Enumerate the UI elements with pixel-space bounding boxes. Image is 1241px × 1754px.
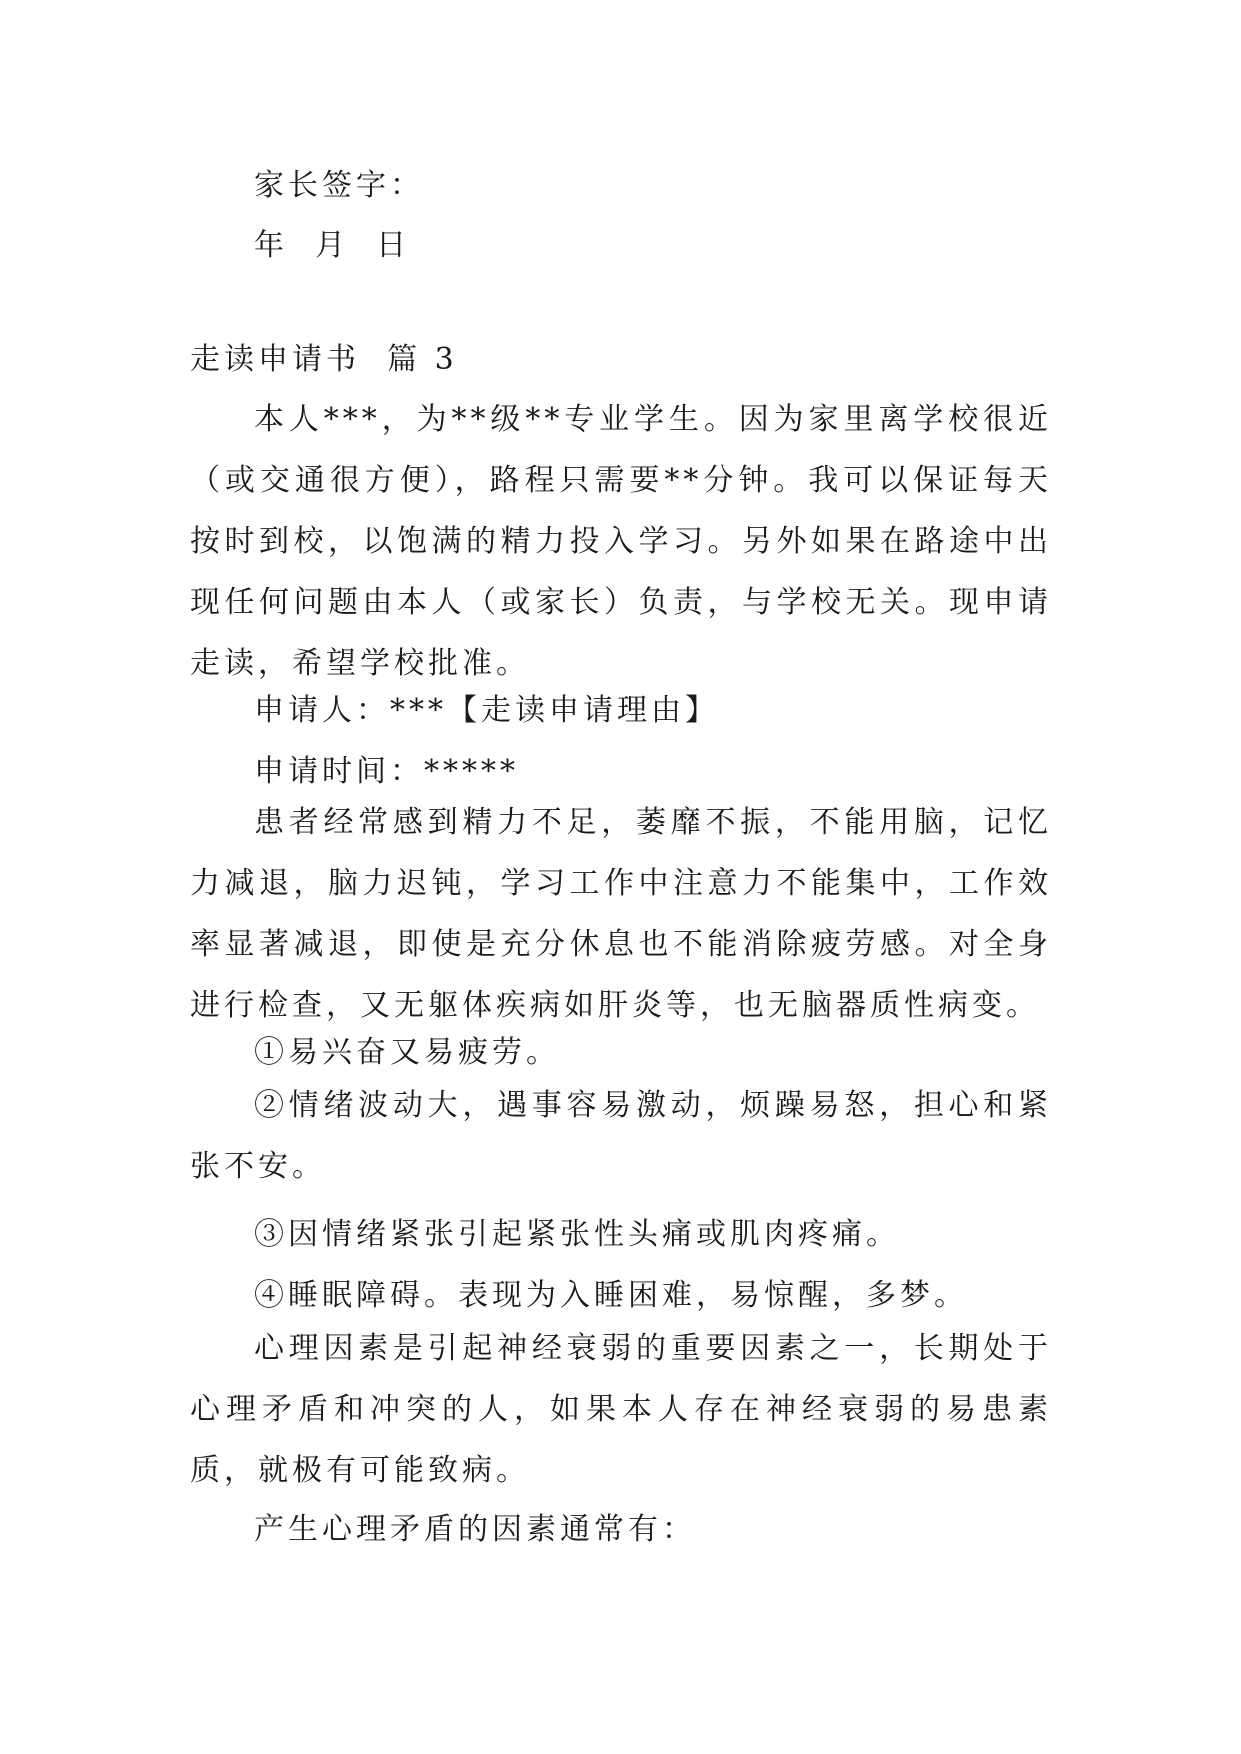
application-time-line: 申请时间：***** [254,754,519,789]
parent-signature-label: 家长签字： [254,168,424,203]
list-item-3: ③因情绪紧张引起紧张性头痛或肌肉疼痛。 [254,1217,900,1252]
applicant-line: 申请人：***【走读申请理由】 [254,693,719,728]
list-item-4: ④睡眠障碍。表现为入睡困难，易惊醒，多梦。 [254,1278,968,1313]
psychology-paragraph: 心理因素是引起神经衰弱的重要因素之一，长期处于心理矛盾和冲突的人，如果本人存在神经衰弱的易患素质，就极有可能致病。 [190,1331,1052,1488]
list-item-2: ②情绪波动大，遇事容易激动，烦躁易怒，担心和紧张不安。 [190,1088,1052,1184]
symptoms-paragraph: 患者经常感到精力不足，萎靡不振，不能用脑，记忆力减退，脑力迟钝，学习工作中注意力不能集中，工作效率显著减退，即使是充分休息也不能消除疲劳感。对全身进行检查，又无躯体疾病如肝炎等，也无脑器质性病变。 [190,805,1052,1023]
list-item-1: ①易兴奋又易疲劳。 [254,1035,560,1070]
intro-paragraph: 本人***，为**级**专业学生。因为家里离学校很近（或交通很方便），路程只需要**分钟。我可以保证每天按时到校，以饱满的精力投入学习。另外如果在路途中出现任何问题由本人（或家长）负责，与学校无关。现申请走读，希望学校批准。 [190,402,1052,681]
factors-line: 产生心理矛盾的因素通常有： [254,1512,696,1547]
date-label: 年 月 日 [254,228,411,263]
section-title: 走读申请书 篇 3 [190,342,458,377]
